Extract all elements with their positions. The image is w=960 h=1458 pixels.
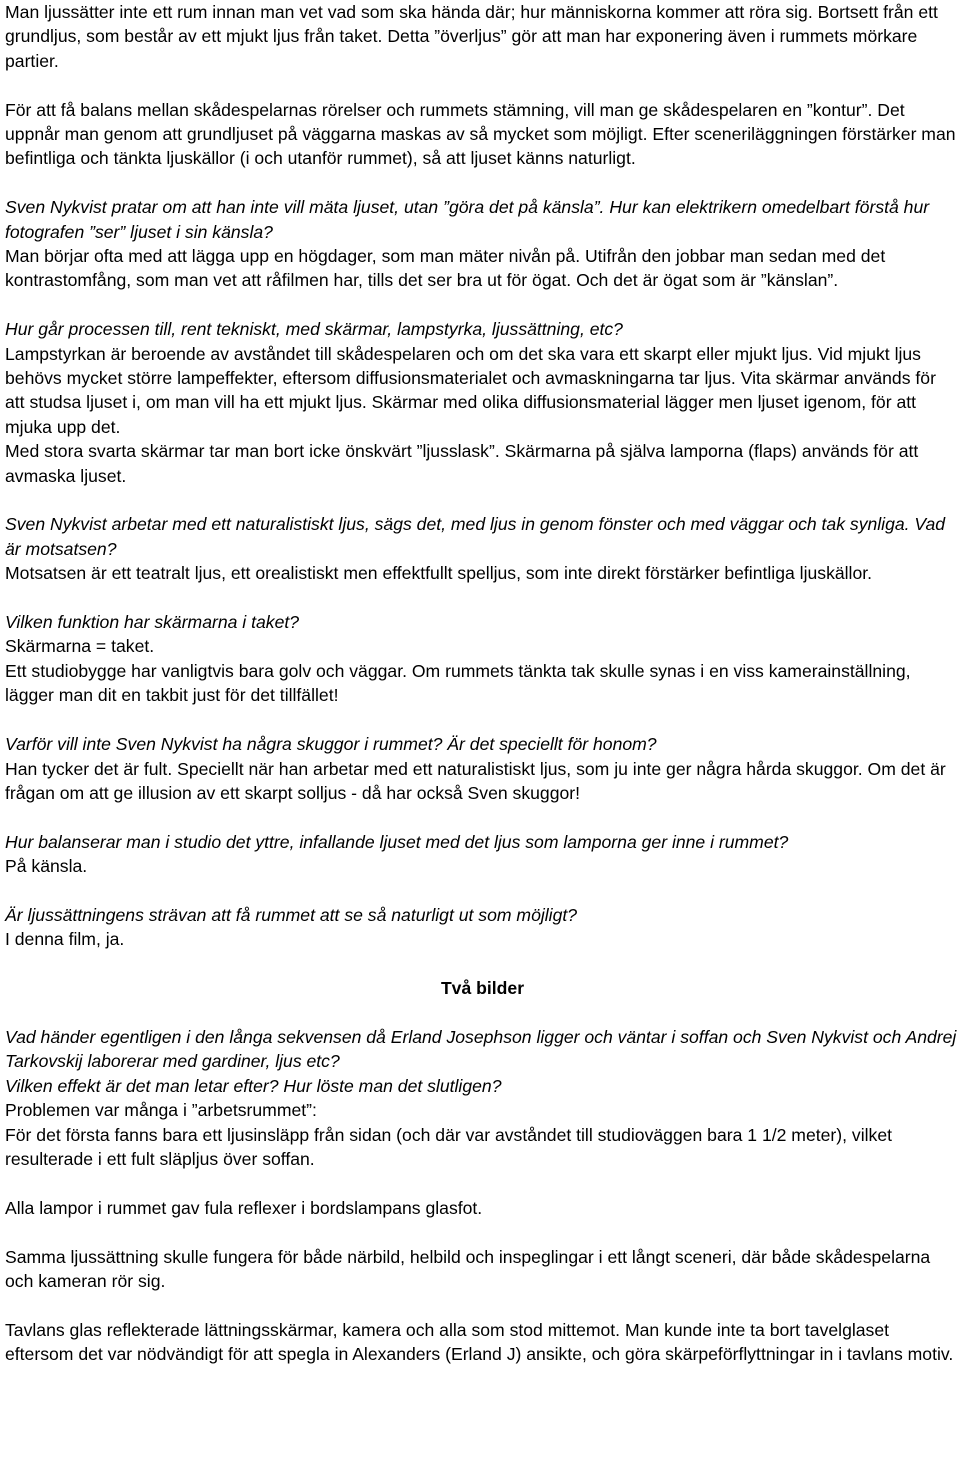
paragraph-gap <box>5 171 960 195</box>
paragraph-gap <box>5 805 960 829</box>
answer-2-line-1: Lampstyrkan är beroende av avståndet till skådespelaren och om det ska vara ett skarpt eller mjukt ljus. Vid mjukt ljus behövs mycket större lampeffekter, eftersom diffusionsmaterialet och avmaskningarna tar ljus. Vita skärmar används för att studsa ljuset i, om man vill ha ett mjukt ljus. Skärmar med olika diffusionsmaterial lägger men ljuset igenom, för att mjuka upp det. <box>5 343 936 437</box>
paragraph-gap <box>5 952 960 976</box>
answer-4-line-1: Skärmarna = taket. <box>5 636 155 657</box>
question-3: Sven Nykvist arbetar med ett naturalistiskt ljus, sägs det, med ljus in genom fönster och med väggar och tak synliga. Vad är motsatsen? <box>5 514 946 559</box>
paragraph-gap <box>5 1171 960 1195</box>
section-question-1: Vad händer egentligen i den långa sekvensen då Erland Josephson ligger och väntar i soffan och Sven Nykvist och Andrej Tarkovskij laborerar med gardiner, ljus etc? <box>5 1026 957 1072</box>
paragraph-gap <box>5 1293 960 1317</box>
answer-7-line-1: I denna film, ja. <box>5 929 125 950</box>
section-paragraph-2: Samma ljussättning skulle fungera för både närbild, helbild och inspeglingar i ett långt sceneri, där både skådespelarna och kameran rör sig. <box>5 1246 931 1291</box>
question-1: Sven Nykvist pratar om att han inte vill mäta ljuset, utan ”göra det på känsla”. Hur kan elektrikern omedelbart förstå hur fotografen ”ser” ljuset i sin känsla? <box>5 197 930 242</box>
paragraph-gap <box>5 488 960 512</box>
section-paragraph-3: Tavlans glas reflekterade lättningsskärmar, kamera och alla som stod mittemot. Man kunde inte ta bort tavelglaset eftersom det var nödvändigt för att spegla in Alexanders (Erland J) ansikte, och göra skärpeförflyttningar in i tavlans motiv. <box>5 1319 954 1365</box>
answer-3-line-1: Motsatsen är ett teatralt ljus, ett orealistiskt men effektfullt spelljus, som inte direkt förstärker befintliga ljuskällor. <box>5 563 873 584</box>
paragraph-gap <box>5 586 960 610</box>
question-2: Hur går processen till, rent tekniskt, med skärmar, lampstyrka, ljussättning, etc? <box>5 319 623 340</box>
section-answer-2: För det första fanns bara ett ljusinsläpp från sidan (och där var avståndet till studioväggen bara 1 1/2 meter), vilket resulterade i ett fult släpljus över soffan. <box>5 1124 892 1169</box>
section-question-2: Vilken effekt är det man letar efter? Hur löste man det slutligen? <box>5 1075 502 1096</box>
answer-2-line-2: Med stora svarta skärmar tar man bort icke önskvärt ”ljusslask”. Skärmarna på själva lamporna (flaps) används för att avmaska ljuset. <box>5 441 919 486</box>
question-5: Varför vill inte Sven Nykvist ha några skuggor i rummet? Är det speciellt för honom? <box>5 734 657 755</box>
section-paragraph-1: Alla lampor i rummet gav fula reflexer i bordslampans glasfot. <box>5 1197 483 1218</box>
paragraph-gap <box>5 293 960 317</box>
paragraph-gap <box>5 73 960 97</box>
answer-6-line-1: På känsla. <box>5 856 88 877</box>
section-answer-1: Problemen var många i ”arbetsrummet”: <box>5 1100 317 1121</box>
question-4: Vilken funktion har skärmarna i taket? <box>5 612 300 633</box>
intro-paragraph-1: Man ljussätter inte ett rum innan man vet vad som ska hända där; hur människorna kommer att röra sig. Bortsett från ett grundljus, som består av ett mjukt ljus från taket. Detta ”överljus” gör att man har exponering även i rummets mörkare partier. <box>5 2 938 71</box>
paragraph-gap <box>5 1220 960 1244</box>
answer-5-line-1: Han tycker det är fult. Speciellt när han arbetar med ett naturalistiskt ljus, som ju inte ger några hårda skuggor. Om det är frågan om att ge illusion av ett skarpt solljus - då har också Sven skuggor! <box>5 758 946 803</box>
document-page <box>5 0 960 1367</box>
section-heading: Två bilder <box>440 978 525 999</box>
answer-4-line-2: Ett studiobygge har vanligtvis bara golv och väggar. Om rummets tänkta tak skulle synas i en viss kamerainställning, lägger man dit en takbit just för det tillfället! <box>5 660 911 706</box>
question-7: Är ljussättningens strävan att få rummet att se så naturligt ut som möjligt? <box>5 904 578 925</box>
intro-paragraph-2: För att få balans mellan skådespelarnas rörelser och rummets stämning, vill man ge skådespelaren en ”kontur”. Det uppnår man genom att grundljuset på väggarna maskas av så mycket som möjligt. Efter sceneriläggningen förstärker man befintliga och tänkta ljuskällor (i och utanför rummet), så att ljuset känns naturligt. <box>5 99 956 169</box>
paragraph-gap <box>5 1001 960 1025</box>
answer-1-line-1: Man börjar ofta med att lägga upp en högdager, som man mäter nivån på. Utifrån den jobbar man sedan med det kontrastomfång, som man vet att råfilmen har, tills det ser bra ut för ögat. Och det är ögat som är ”känslan”. <box>5 246 886 291</box>
question-6: Hur balanserar man i studio det yttre, infallande ljuset med det ljus som lamporna ger inne i rummet? <box>5 831 789 852</box>
paragraph-gap <box>5 879 960 903</box>
paragraph-gap <box>5 708 960 732</box>
